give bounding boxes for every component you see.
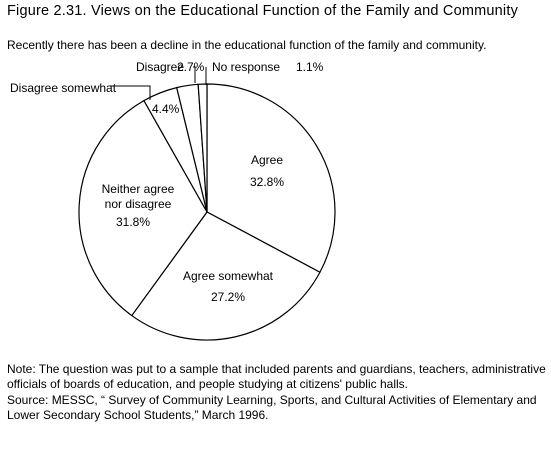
slice-label-4-0: Disagree (136, 60, 185, 74)
slice-label-1-0: Agree somewhat (182, 269, 274, 283)
slice-value-3: 4.4% (152, 102, 180, 116)
slice-label-2-0: Neither agree (101, 182, 175, 196)
slice-value-5: 1.1% (296, 60, 324, 74)
slice-value-1: 27.2% (210, 290, 246, 304)
slice-value-0: 32.8% (249, 175, 285, 189)
slice-label-5-0: No response (212, 60, 281, 74)
slice-value-2: 31.8% (115, 215, 151, 229)
slice-label-0-0: Agree (250, 153, 284, 167)
chart-title: Figure 2.31. Views on the Educational Function of the Family and Community (7, 3, 519, 19)
chart-source: Source: MESSC, “ Survey of Community Learning, Sports, and Cultural Activities of Elementary and Lower Secondary School Students,” March 1996. (7, 393, 537, 422)
slice-value-4: 2.7% (177, 60, 205, 74)
chart-note: Note: The question was put to a sample that included parents and guardians, teachers, administrative officials of boards of education, and people studying at citizens' public halls. (7, 362, 546, 391)
chart-subtitle: Recently there has been a decline in the educational function of the family and community. (7, 38, 487, 52)
slice-label-2-1: nor disagree (104, 197, 172, 211)
slice-label-3-0: Disagree somewhat (10, 81, 117, 95)
